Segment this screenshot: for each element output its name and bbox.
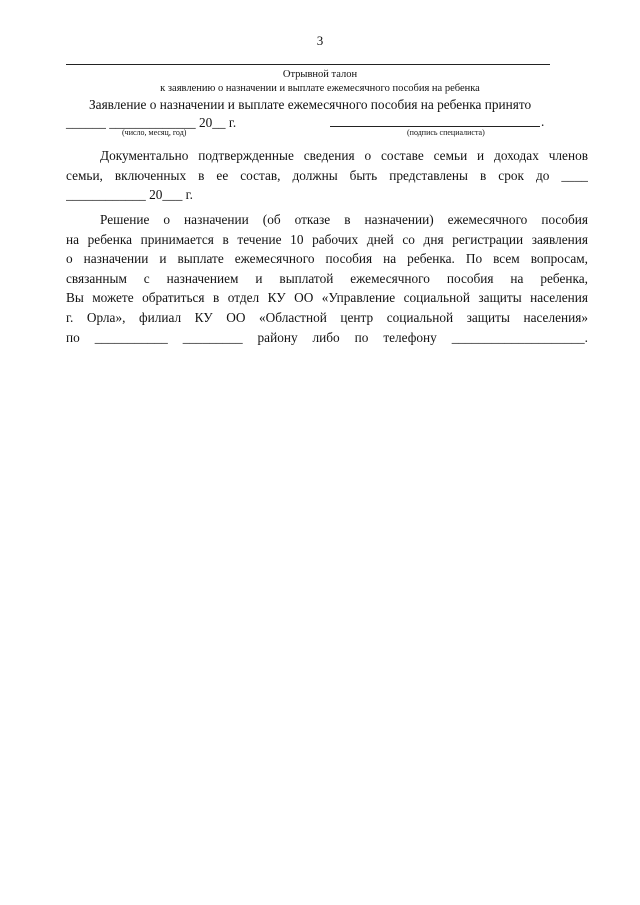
documents-deadline-paragraph	[66, 146, 588, 205]
paragraph-line: Решение о назначении (об отказе в назначении) ежемесячного пособия	[100, 212, 588, 227]
paragraph-line: г. Орла», филиал КУ ОО «Областной центр социальной защиты населения»	[66, 309, 588, 325]
paragraph-line: на ребенка принимается в течение 10 рабочих дней со дня регистрации заявления	[66, 231, 588, 247]
signature-field	[330, 126, 540, 127]
paragraph-line: связанным с назначением и выплатой ежемесячного пособия на ребенка,	[66, 270, 588, 286]
paragraph-line: о назначении и выплате ежемесячного пособия на ребенка. По всем вопросам,	[66, 251, 588, 267]
paragraph-line: Вы можете обратиться в отдел КУ ОО «Управление социальной защиты населения	[66, 290, 588, 306]
cut-line	[66, 64, 550, 65]
paragraph-line: ____________ 20___ г.	[66, 187, 193, 203]
paragraph-line: Документально подтвержденные сведения о составе семьи и доходах членов	[100, 148, 588, 163]
paragraph-line: семьи, включенных в ее состав, должны быть представлены в срок до ____	[66, 167, 588, 183]
page-number: 3	[316, 33, 324, 48]
signature-caption: (подпись специалиста)	[407, 128, 485, 137]
decision-info-paragraph	[66, 210, 588, 347]
talon-subtitle: к заявлению о назначении и выплате ежемесячного пособия на ребенка	[160, 83, 480, 94]
signature-end: .	[541, 114, 545, 129]
accepted-statement: Заявление о назначении и выплате ежемесячного пособия на ребенка принято	[89, 97, 532, 112]
date-caption: (число, месяц, год)	[122, 128, 187, 137]
date-field: ______ _____________ 20__ г.	[66, 115, 237, 130]
paragraph-line: по ___________ _________ району либо по телефону ____________________.	[66, 329, 588, 345]
talon-title: Отрывной талон	[282, 69, 358, 80]
